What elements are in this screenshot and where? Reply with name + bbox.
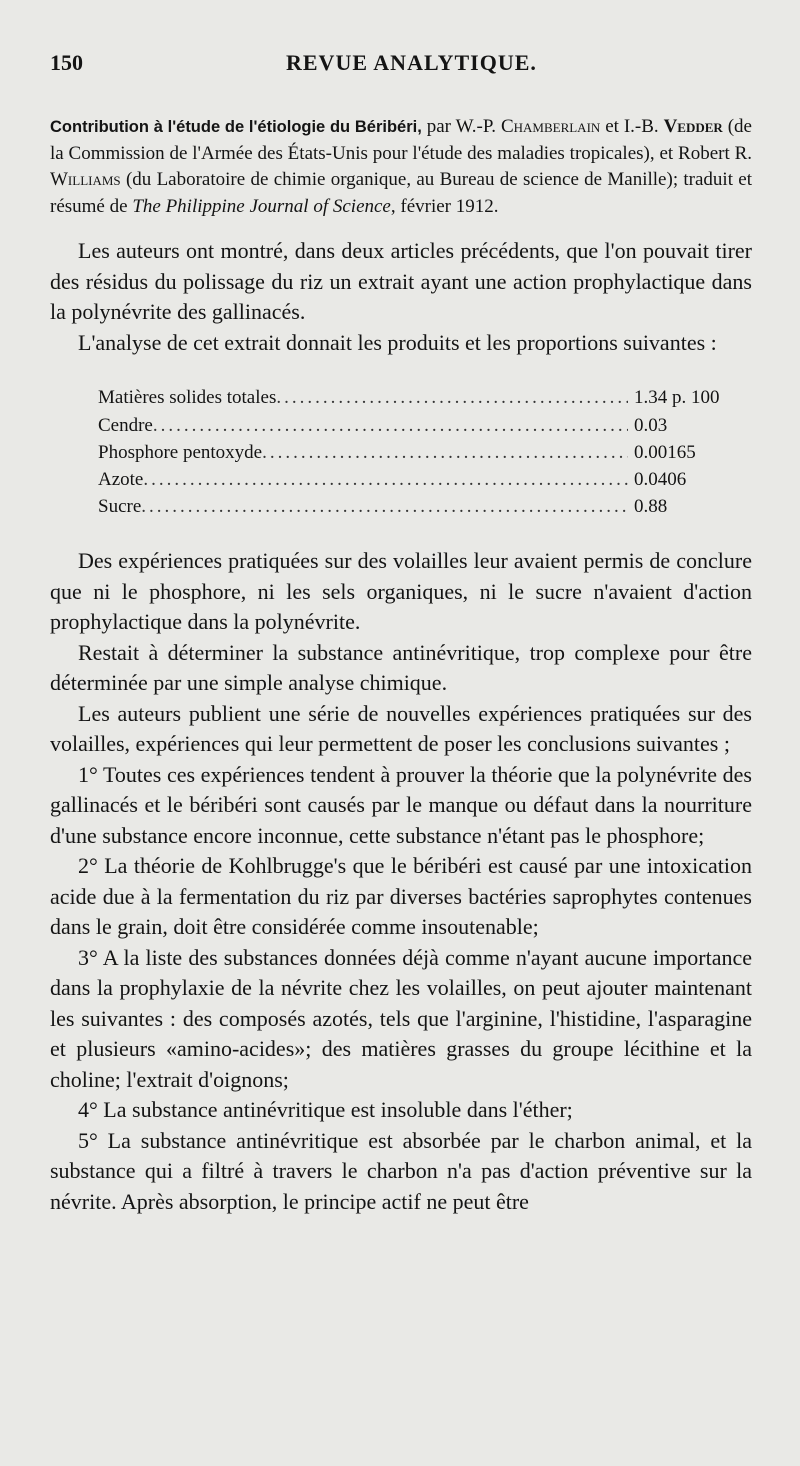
row-label: Azote xyxy=(98,468,144,490)
row-value: 0.03 xyxy=(634,414,668,436)
row-label: Matières solides totales xyxy=(98,387,277,409)
conclusion-item: 3° A la liste des substances données déjà comme n'ayant aucune importance dans la prophylaxie de la névrite chez les volailles, on peut ajouter maintenant les suivantes : des composés azotés, tels que l'arginine, l'histidine, l'asparagine et plusieurs «amino-acides»; des matières grasses du groupe lécithine et la choline; l'extrait d'oignons; xyxy=(50,944,752,1092)
table-row xyxy=(98,466,752,493)
leader-dots xyxy=(141,493,628,520)
row-value: 0.0406 xyxy=(634,468,687,490)
publication-date: , février 1912. xyxy=(390,195,499,217)
page-header xyxy=(50,50,750,84)
conclusion-item: 1° Toutes ces expériences tendent à prouver la théorie que la polynévrite des gallinacés et le béribéri sont causés par le manque ou défaut dans la nourriture d'une substance encore inconnue, cette substance n'étant pas le phosphore; xyxy=(50,761,752,848)
table-row xyxy=(98,412,752,439)
leader-dots xyxy=(153,412,628,439)
row-value: 0.00165 xyxy=(634,441,696,463)
page-number: 150 xyxy=(50,50,83,75)
table-row xyxy=(98,493,752,520)
paragraph: Les auteurs ont montré, dans deux articles précédents, que l'on pouvait tirer des résidus du polissage du riz un extrait ayant une action prophylactique dans la polynévrite des gallinacés. xyxy=(50,238,752,325)
row-label: Cendre xyxy=(98,414,153,436)
reference-et: et I.-B. xyxy=(600,116,664,137)
leader-dots xyxy=(276,384,628,411)
row-label: Sucre xyxy=(98,496,142,518)
row-value: 0.88 xyxy=(634,496,668,518)
paragraph: Les auteurs publient une série de nouvelles expériences pratiquées sur des volailles, expériences qui leur permettent de poser les conclusions suivantes ; xyxy=(50,700,752,757)
article-title: Contribution à l'étude de l'étiologie du Béribéri, xyxy=(50,118,422,136)
composition-table xyxy=(98,384,752,520)
author-vedder: Vedder xyxy=(663,116,723,137)
row-label: Phosphore pentoxyde xyxy=(98,441,263,463)
running-title: REVUE ANALYTIQUE. xyxy=(286,50,537,75)
author-williams: Williams xyxy=(50,169,121,191)
conclusion-item: 4° La substance antinévritique est insoluble dans l'éther; xyxy=(78,1097,573,1123)
row-value: 1.34 p. 100 xyxy=(634,387,720,409)
affiliation-2: (du Laboratoire de chimie organique, au Bureau de science de Manille); traduit et résumé de xyxy=(50,169,752,217)
table-row xyxy=(98,439,752,466)
table-row xyxy=(98,384,752,411)
conclusion-item: 5° La substance antinévritique est absorbée par le charbon animal, et la substance qui a filtré à travers le charbon n'a pas d'action préventive sur la névrite. Après absorption, le principe actif ne peut être xyxy=(50,1127,752,1214)
leader-dots xyxy=(262,439,628,466)
paragraph: Des expériences pratiquées sur des volailles leur avaient permis de conclure que ni le phosphore, ni les sels organiques, ni le sucre n'avaient d'action prophylactique dans la polynévrite. xyxy=(50,548,752,635)
bibliographic-reference xyxy=(50,114,752,220)
reference-par: par W.-P. xyxy=(421,116,501,137)
author-chamberlain: Chamberlain xyxy=(500,116,601,137)
leader-dots xyxy=(143,466,628,493)
affiliation-1: (de la Commission de l'Armée des États-Unis pour l'étude des maladies tropicales), et Robert R. xyxy=(50,116,752,164)
paragraph: L'analyse de cet extrait donnait les produits et les proportions suivantes : xyxy=(78,329,717,355)
article-body xyxy=(50,114,752,1217)
paragraph: Restait à déterminer la substance antinévritique, trop complexe pour être déterminée par une simple analyse chimique. xyxy=(50,639,752,696)
journal-name: The Philippine Journal of Science xyxy=(132,195,391,217)
conclusion-item: 2° La théorie de Kohlbrugge's que le béribéri est causé par une intoxication acide due à la fermentation du riz par diverses bactéries saprophytes contenues dans le grain, doit être considérée comme insoutenable; xyxy=(50,853,752,940)
